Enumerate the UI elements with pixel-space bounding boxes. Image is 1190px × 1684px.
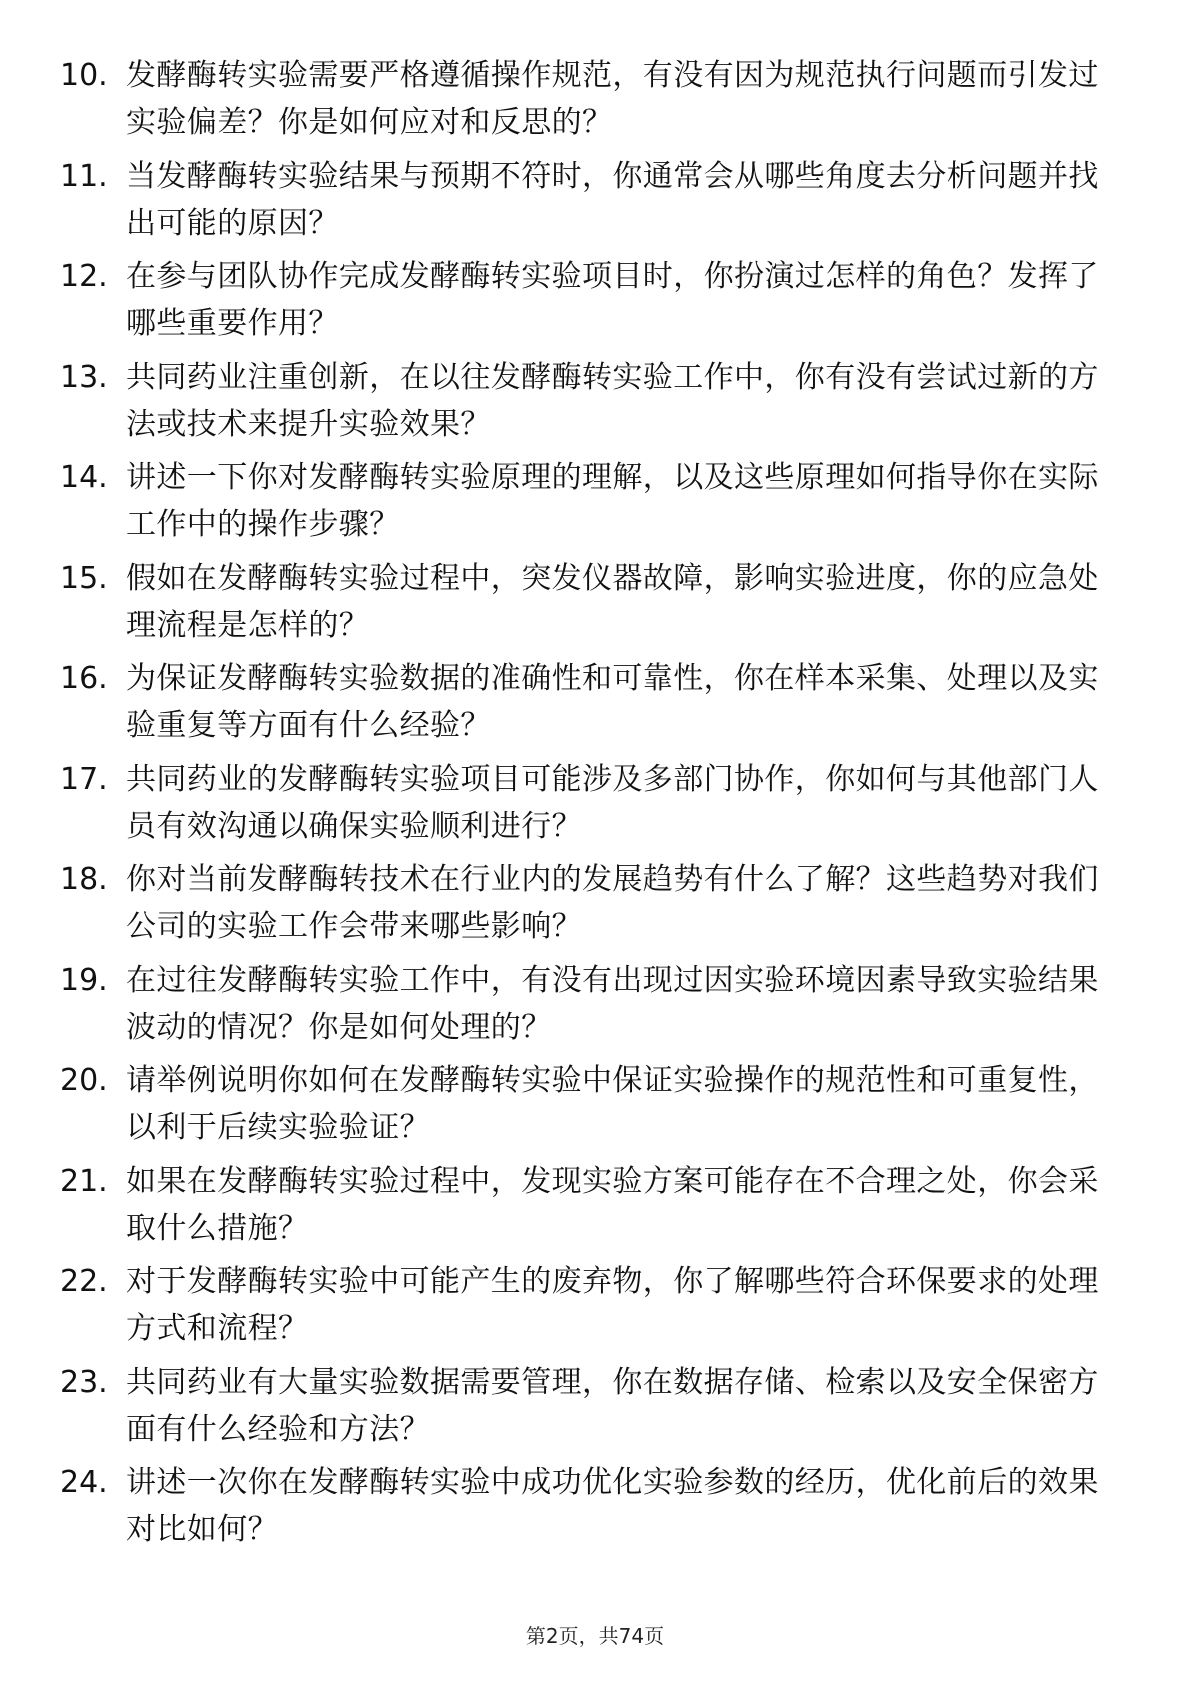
question-text: 共同药业的发酵酶转实验项目可能涉及多部门协作，你如何与其他部门人员有效沟通以确保实验顺利进行？ xyxy=(126,761,1099,844)
question-text: 为保证发酵酶转实验数据的准确性和可靠性，你在样本采集、处理以及实验重复等方面有什么经验？ xyxy=(126,661,1099,743)
question-item xyxy=(60,957,1120,1058)
question-text: 讲述一下你对发酵酶转实验原理的理解，以及这些原理如何指导你在实际工作中的操作步骤？ xyxy=(126,460,1099,542)
question-text: 当发酵酶转实验结果与预期不符时，你通常会从哪些角度去分析问题并找出可能的原因？ xyxy=(126,158,1099,241)
question-item xyxy=(60,756,1120,857)
question-text: 如果在发酵酶转实验过程中，发现实验方案可能存在不合理之处，你会采取什么措施？ xyxy=(126,1163,1099,1246)
question-number: 22. xyxy=(60,1264,108,1299)
question-item xyxy=(60,1459,1120,1560)
question-text: 共同药业有大量实验数据需要管理，你在数据存储、检索以及安全保密方面有什么经验和方法？ xyxy=(126,1364,1099,1447)
question-item xyxy=(60,1258,1120,1359)
question-item xyxy=(60,1158,1120,1259)
question-item xyxy=(60,555,1120,656)
question-item xyxy=(60,253,1120,354)
question-number: 18. xyxy=(60,862,108,897)
question-text: 你对当前发酵酶转技术在行业内的发展趋势有什么了解？这些趋势对我们公司的实验工作会带来哪些影响？ xyxy=(126,862,1099,944)
question-text: 请举例说明你如何在发酵酶转实验中保证实验操作的规范性和可重复性，以利于后续实验验证？ xyxy=(126,1063,1099,1145)
question-number: 11. xyxy=(60,158,108,194)
question-item xyxy=(60,153,1120,254)
question-list xyxy=(60,52,1120,1560)
question-number: 16. xyxy=(60,661,108,696)
question-item xyxy=(60,454,1120,555)
question-item xyxy=(60,1057,1120,1158)
question-item xyxy=(60,354,1120,455)
question-item xyxy=(60,52,1120,153)
question-number: 14. xyxy=(60,460,108,495)
question-item xyxy=(60,655,1120,756)
question-text: 发酵酶转实验需要严格遵循操作规范，有没有因为规范执行问题而引发过实验偏差？你是如何应对和反思的？ xyxy=(126,58,1099,140)
question-number: 19. xyxy=(60,962,108,998)
question-number: 24. xyxy=(60,1465,108,1500)
question-text: 在过往发酵酶转实验工作中，有没有出现过因实验环境因素导致实验结果波动的情况？你是如何处理的？ xyxy=(126,962,1099,1045)
question-number: 15. xyxy=(60,560,108,596)
question-number: 10. xyxy=(60,58,108,93)
question-number: 17. xyxy=(60,761,108,797)
question-number: 21. xyxy=(60,1163,108,1199)
question-text: 讲述一次你在发酵酶转实验中成功优化实验参数的经历，优化前后的效果对比如何？ xyxy=(126,1465,1099,1547)
page-footer: 第2页，共74页 xyxy=(525,1624,665,1648)
question-item xyxy=(60,856,1120,957)
question-item xyxy=(60,1359,1120,1460)
question-number: 20. xyxy=(60,1063,108,1098)
question-text: 对于发酵酶转实验中可能产生的废弃物，你了解哪些符合环保要求的处理方式和流程？ xyxy=(126,1264,1099,1346)
question-number: 12. xyxy=(60,259,108,294)
question-text: 假如在发酵酶转实验过程中，突发仪器故障，影响实验进度，你的应急处理流程是怎样的？ xyxy=(126,560,1099,643)
question-number: 13. xyxy=(60,359,108,395)
question-text: 在参与团队协作完成发酵酶转实验项目时，你扮演过怎样的角色？发挥了哪些重要作用？ xyxy=(126,259,1099,341)
question-number: 23. xyxy=(60,1364,108,1400)
question-text: 共同药业注重创新，在以往发酵酶转实验工作中，你有没有尝试过新的方法或技术来提升实验效果？ xyxy=(126,359,1099,442)
